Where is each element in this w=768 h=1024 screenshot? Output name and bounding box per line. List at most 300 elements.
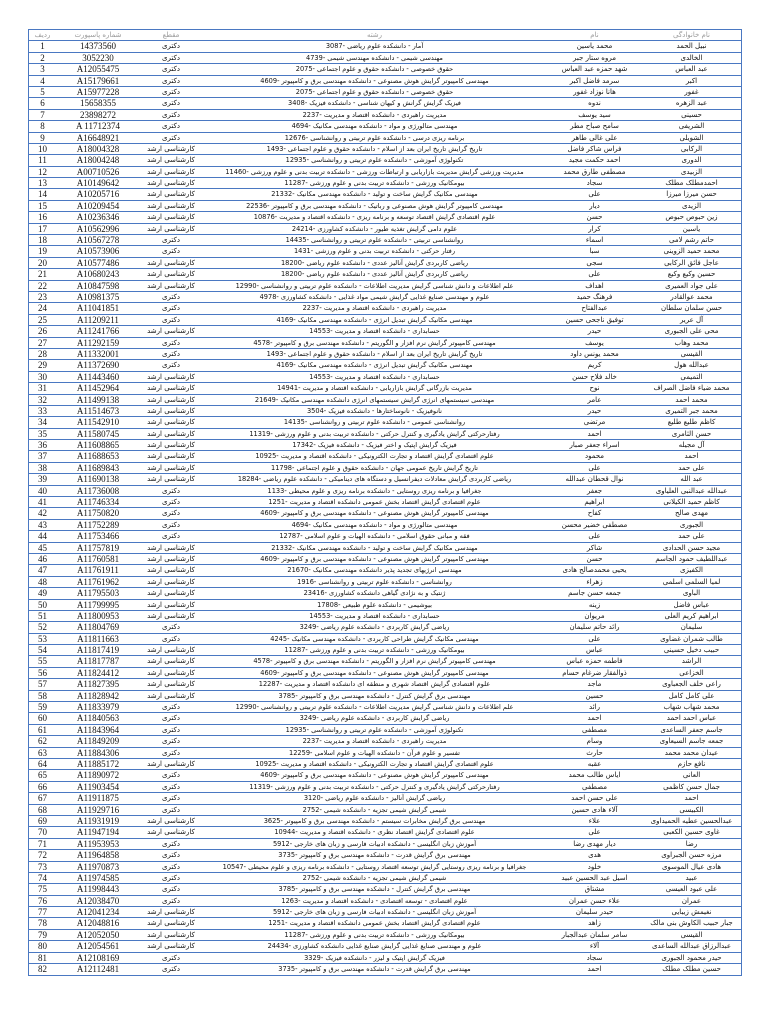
first-name-cell: جمعه حسن جاسم: [568, 589, 621, 598]
header-degree: مقطع: [162, 31, 180, 39]
first-name-cell: مصطفی طارق محمد: [563, 167, 626, 176]
field-of-study-cell: علم اطلاعات و دانش شناسی گرایش مدیریت اطلاعات - دانشکده علوم تربیتی و روانشناسی -12990: [235, 703, 514, 712]
degree-cell: دکتری: [162, 53, 180, 62]
degree-cell: کارشناسی ارشد: [147, 429, 195, 438]
field-of-study-cell: بیومکانیک ورزشی - دانشکده تربیت بدنی و علوم ورزشی -11287: [284, 930, 465, 939]
first-name-cell: فراس شاکر فاضل: [567, 144, 622, 153]
table-row: [29, 406, 741, 417]
degree-cell: کارشناسی ارشد: [147, 463, 195, 472]
first-name-cell: حسن: [586, 213, 603, 222]
table-row: [29, 235, 741, 246]
passport-number-cell: A11827395: [76, 679, 120, 690]
field-of-study-cell: آموزش زبان انگلیسی - دانشکده ادبیات فارسی و زبان های خارجی -5912: [272, 908, 477, 917]
row-number-cell: 49: [38, 588, 47, 599]
field-of-study-cell: علوم دامی گرایش تغذیه طیور - دانشکده کشاورزی -24214: [291, 224, 458, 233]
passport-number-cell: A11824412: [76, 667, 120, 678]
family-name-cell: الشویلی: [679, 133, 704, 142]
field-of-study-cell: آموزش زبان انگلیسی - دانشکده ادبیات فارسی و زبان های خارجی -5912: [272, 839, 477, 848]
field-of-study-cell: مهندسی کامپیوتر گرایش نرم افزار و الگوریتم - دانشکده مهندسی برق و کامپیوتر -4578: [253, 657, 496, 666]
degree-cell: دکتری: [162, 782, 180, 791]
passport-number-cell: A16648921: [76, 132, 120, 143]
row-number-cell: 8: [40, 121, 45, 132]
table-row: [29, 474, 741, 485]
table-row: [29, 133, 741, 144]
family-name-cell: سلیمان: [680, 623, 703, 632]
family-name-cell: عبدالله هول: [674, 361, 709, 370]
field-of-study-cell: مهندسی برق گرایش مخابرات سیستم - دانشکده مهندسی برق و کامپیوتر -3625: [263, 816, 486, 825]
table-row: [29, 383, 741, 394]
row-number-cell: 75: [38, 884, 47, 895]
passport-number-cell: A11817419: [76, 645, 120, 656]
family-name-cell: التمیمی: [680, 372, 703, 381]
first-name-cell: علاء حسن عمران: [568, 896, 621, 905]
degree-cell: کارشناسی ارشد: [147, 577, 195, 586]
degree-cell: دکتری: [162, 794, 180, 803]
passport-number-cell: A11953953: [76, 838, 120, 849]
row-number-cell: 70: [38, 827, 47, 838]
field-of-study-cell: مهندسی متالورژی و مواد - دانشکده مهندسی مکانیک -4694: [291, 122, 458, 131]
family-name-cell: عباس احمد احمد: [666, 714, 717, 723]
header-name: نام: [590, 31, 599, 39]
degree-cell: دکتری: [162, 839, 180, 848]
first-name-cell: علی حسن احمد: [571, 794, 618, 803]
table-row: [29, 155, 741, 166]
first-name-cell: توفیق ناجحی حسین: [565, 315, 624, 324]
passport-number-cell: A11750820: [76, 508, 120, 519]
row-number-cell: 29: [38, 360, 47, 371]
field-of-study-cell: مهندسی برق گرایش قدرت - دانشکده مهندسی برق و کامپیوتر -3735: [278, 851, 471, 860]
table-row: [29, 702, 741, 713]
row-number-cell: 33: [38, 405, 47, 416]
family-name-cell: نافع حازم: [677, 760, 706, 768]
family-name-cell: الزیدی: [681, 201, 702, 210]
field-of-study-cell: علوم و مهندسی صنایع غذایی گرایش صنایع غذایی دانشکده کشاورزی -24434: [267, 942, 482, 951]
row-number-cell: 16: [38, 212, 47, 223]
passport-number-cell: A11760581: [76, 553, 120, 564]
degree-cell: کارشناسی ارشد: [147, 942, 195, 951]
row-number-cell: 32: [38, 394, 47, 405]
row-number-cell: 79: [38, 929, 47, 940]
first-name-cell: وسام: [586, 737, 603, 746]
first-name-cell: شاکر: [586, 543, 603, 552]
family-name-cell: زین حبوص حبوص: [665, 213, 718, 222]
first-name-cell: عباس: [586, 646, 603, 655]
passport-number-cell: A11828942: [76, 690, 120, 701]
row-number-cell: 80: [38, 941, 47, 952]
first-name-cell: علی: [588, 463, 601, 472]
passport-number-cell: A11209211: [77, 314, 119, 325]
passport-number-cell: A11817787: [76, 656, 120, 667]
first-name-cell: ندوه: [588, 99, 601, 108]
first-name-cell: مصطفی: [582, 725, 607, 734]
degree-cell: کارشناسی ارشد: [147, 441, 195, 450]
passport-number-cell: A11799995: [76, 599, 120, 610]
family-name-cell: اکبر: [685, 76, 698, 85]
family-name-cell: حسن الثامری: [671, 429, 712, 438]
family-name-cell: حسین مطلک مطلک: [662, 965, 721, 974]
passport-number-cell: A11811663: [77, 633, 119, 644]
table-row: [29, 110, 741, 121]
family-name-cell: الخزاعی: [679, 668, 704, 677]
row-number-cell: 39: [38, 474, 47, 485]
family-name-cell: راعی خلف الجعباوی: [662, 680, 721, 689]
family-name-cell: الدوری: [681, 156, 702, 165]
first-name-cell: مصطفی: [582, 782, 607, 791]
passport-number-cell: A11689843: [76, 462, 120, 473]
degree-cell: دکتری: [162, 703, 180, 712]
passport-number-cell: A11890972: [76, 770, 120, 781]
row-number-cell: 68: [38, 804, 47, 815]
table-row: [29, 258, 741, 269]
first-name-cell: علی: [588, 828, 601, 837]
row-number-cell: 4: [40, 75, 45, 86]
first-name-cell: اسماء: [585, 236, 604, 245]
field-of-study-cell: علم اطلاعات و دانش شناسی گرایش مدیریت اطلاعات - دانشکده علوم تربیتی و روانشناسی -12990: [235, 281, 514, 290]
row-number-cell: 17: [38, 223, 47, 234]
passport-number-cell: A11580745: [76, 428, 120, 439]
family-name-cell: عاجل فائق الرکابی: [664, 258, 719, 267]
table-row: [29, 486, 741, 497]
table-row: [29, 451, 741, 462]
row-number-cell: 18: [38, 235, 47, 246]
family-name-cell: محمد وهاب: [674, 338, 709, 347]
field-of-study-cell: تکنولوژی آموزشی - دانشکده علوم تربیتی و روانشناسی -12935: [285, 156, 464, 165]
degree-cell: دکتری: [162, 509, 180, 518]
passport-number-cell: A12038470: [76, 895, 120, 906]
table-row: [29, 53, 741, 64]
first-name-cell: سامر سلمان عبدالجبار: [561, 930, 628, 939]
passport-number-cell: A11753466: [76, 531, 120, 542]
table-row: [29, 554, 741, 565]
passport-number-cell: A12041234: [76, 907, 120, 918]
family-name-cell: محمد ضیاء فاضل الصراف: [653, 384, 730, 393]
row-number-cell: 56: [38, 667, 47, 678]
degree-cell: کارشناسی ارشد: [147, 167, 195, 176]
passport-number-cell: A11911875: [77, 793, 119, 804]
field-of-study-cell: فقه و مبانی حقوق اسلامی - دانشکده الهیات و علوم اسلامی -12787: [279, 532, 470, 541]
passport-number-cell: A10562996: [76, 223, 120, 234]
field-of-study-cell: علوم و مهندسی صنایع غذایی گرایش شیمی مواد غذایی - دانشکده کشاورزی -4978: [259, 292, 490, 301]
degree-cell: دکتری: [162, 965, 180, 974]
field-of-study-cell: مهندسی کامپیوتر گرایش هوش مصنوعی - دانشکده مهندسی برق و کامپیوتر -4609: [260, 668, 489, 677]
passport-number-cell: A18004248: [76, 155, 120, 166]
table-row: [29, 144, 741, 155]
row-number-cell: 10: [38, 143, 47, 154]
family-name-cell: حاتم رشم لامی: [669, 236, 714, 245]
degree-cell: دکتری: [162, 99, 180, 108]
table-row: [29, 679, 741, 690]
table-row: [29, 349, 741, 360]
table-row: [29, 520, 741, 531]
degree-cell: دکتری: [162, 122, 180, 131]
table-row: [29, 87, 741, 98]
family-name-cell: عبدالرزاق عبدالله الساعدی: [651, 942, 731, 951]
table-row: [29, 713, 741, 724]
degree-cell: کارشناسی ارشد: [147, 554, 195, 563]
degree-cell: دکتری: [162, 292, 180, 301]
degree-cell: کارشناسی ارشد: [147, 201, 195, 210]
degree-cell: کارشناسی ارشد: [147, 258, 195, 267]
field-of-study-cell: مهندسی سیستمهای انرژی گرایش سیستمهای انرژی دانشکده مهندسی مکانیک -21649: [254, 395, 495, 404]
table-row: [29, 634, 741, 645]
field-of-study-cell: مهندسی مکانیک گرایش طراحی کاربردی - دانشکده مهندسی مکانیک -4245: [270, 634, 479, 643]
family-name-cell: الخالدی: [680, 53, 703, 62]
passport-number-cell: A12048816: [76, 918, 120, 929]
row-number-cell: 55: [38, 656, 47, 667]
degree-cell: دکتری: [162, 110, 180, 119]
family-name-cell: جبار حبیب الکاوش بنی مالک: [650, 919, 733, 928]
first-name-cell: سرمد فاضل اکبر: [569, 76, 620, 85]
row-number-cell: 21: [38, 269, 47, 280]
table-row: [29, 269, 741, 280]
row-number-cell: 45: [38, 542, 47, 553]
table-row: [29, 360, 741, 371]
row-number-cell: 59: [38, 702, 47, 713]
degree-cell: دکتری: [162, 236, 180, 245]
first-name-cell: سامح صباح مطر: [570, 122, 619, 131]
first-name-cell: مروه ستار جبر: [573, 53, 616, 62]
degree-cell: دکتری: [162, 885, 180, 894]
degree-cell: کارشناسی ارشد: [147, 657, 195, 666]
first-name-cell: آلاء هادی حسین: [571, 805, 618, 814]
passport-number-cell: A11849209: [76, 736, 120, 747]
table-row: [29, 543, 741, 554]
row-number-cell: 69: [38, 815, 47, 826]
row-number-cell: 47: [38, 565, 47, 576]
degree-cell: کارشناسی ارشد: [147, 475, 195, 484]
field-of-study-cell: بیومکانیک ورزشی - دانشکده تربیت بدنی و علوم ورزشی -11287: [284, 179, 465, 188]
table-row: [29, 748, 741, 759]
passport-number-cell: A11761911: [77, 565, 119, 576]
field-of-study-cell: علوم اقتصادی - توسعه اقتصادی - دانشکده اقتصاد و مدیریت -1263: [281, 896, 468, 905]
first-name-cell: جعفر: [586, 486, 603, 495]
header-field: رشته: [366, 31, 383, 39]
family-name-cell: مهدی صالح: [674, 509, 709, 518]
table-row: [29, 577, 741, 588]
field-of-study-cell: مهندسی انرژیهای تجدید پذیر دانشکده مهندسی مکانیک -21670: [287, 566, 462, 575]
first-name-cell: علاء: [588, 816, 601, 825]
degree-cell: دکتری: [162, 338, 180, 347]
row-number-cell: 50: [38, 599, 47, 610]
first-name-cell: محمد یونس داود: [570, 349, 619, 358]
first-name-cell: اهداف: [585, 281, 604, 290]
first-name-cell: دیار: [589, 201, 600, 210]
field-of-study-cell: روانشناسی عمومی - دانشکده علوم تربیتی و روانشناسی -14135: [283, 418, 466, 427]
passport-number-cell: A11499138: [76, 394, 120, 405]
first-name-cell: کفاح: [587, 509, 602, 518]
field-of-study-cell: شیمی گرایش شیمی تجزیه - دانشکده شیمی -2752: [302, 873, 447, 882]
degree-cell: دکتری: [162, 634, 180, 643]
family-name-cell: عبد الزهره: [675, 99, 708, 108]
passport-number-cell: A11804769: [76, 622, 120, 633]
table-row: [29, 759, 741, 770]
first-name-cell: یوسف: [585, 338, 604, 347]
degree-cell: دکتری: [162, 486, 180, 495]
table-row: [29, 429, 741, 440]
table-row: [29, 189, 741, 200]
degree-cell: دکتری: [162, 42, 180, 51]
first-name-cell: سبا: [589, 247, 600, 256]
row-number-cell: 81: [38, 952, 47, 963]
passport-number-cell: A11800953: [76, 610, 120, 621]
degree-cell: کارشناسی ارشد: [147, 395, 195, 404]
first-name-cell: خلود: [587, 862, 602, 871]
family-name-cell: کاظم حمید الکیلانی: [663, 498, 720, 507]
degree-cell: کارشناسی ارشد: [147, 600, 195, 609]
passport-number-cell: A12112481: [76, 964, 120, 975]
field-of-study-cell: مهندسی مکانیک گرایش ساخت و تولید - دانشکده مهندسی مکانیک -21332: [271, 190, 478, 199]
first-name-cell: کریم: [587, 361, 602, 370]
passport-number-cell: A11542910: [76, 417, 120, 428]
row-number-cell: 52: [38, 622, 47, 633]
passport-number-cell: A11761962: [76, 576, 120, 587]
table-row: [29, 76, 741, 87]
passport-number-cell: A18004328: [76, 143, 120, 154]
table-row: [29, 201, 741, 212]
degree-cell: دکتری: [162, 532, 180, 541]
passport-number-cell: A11514673: [76, 405, 120, 416]
table-row: [29, 372, 741, 383]
row-number-cell: 71: [38, 838, 47, 849]
degree-cell: کارشناسی ارشد: [147, 919, 195, 928]
row-number-cell: 62: [38, 736, 47, 747]
degree-cell: دکتری: [162, 748, 180, 757]
first-name-cell: سجاد: [586, 953, 603, 962]
field-of-study-cell: مهندسی برق گرایش کنترل - دانشکده مهندسی برق و کامپیوتر -3785: [278, 691, 471, 700]
field-of-study-cell: بیومکانیک ورزشی - دانشکده تربیت بدنی و علوم ورزشی -11287: [284, 646, 465, 655]
table-row: [29, 600, 741, 611]
family-name-cell: عباس فاضل: [673, 600, 710, 609]
passport-number-cell: A11947194: [76, 827, 120, 838]
field-of-study-cell: ریاضی کاربردی گرایش آنالیز عددی - دانشکده علوم ریاضی -18200: [280, 258, 469, 267]
family-name-cell: آل مجیله: [678, 441, 705, 450]
field-of-study-cell: مهندسی برق گرایش کنترل - دانشکده مهندسی برق و کامپیوتر -3785: [278, 885, 471, 894]
degree-cell: کارشناسی ارشد: [147, 452, 195, 461]
field-of-study-cell: جغرافیا و برنامه ریزی روستایی - دانشکده برنامه ریزی و علوم محیطی -1133: [267, 486, 482, 495]
field-of-study-cell: علوم اقتصادی گرایش اقتصاد بخش عمومی دانشکده اقتصاد و مدیریت -1251: [268, 498, 481, 507]
family-name-cell: یاسین: [682, 224, 701, 233]
degree-cell: کارشناسی ارشد: [147, 190, 195, 199]
field-of-study-cell: فیزیک گرایش اپتیک و اختر فیزیک - دانشکده فیزیک -17342: [292, 441, 457, 450]
degree-cell: کارشناسی ارشد: [147, 384, 195, 393]
family-name-cell: محمد احمد: [675, 395, 708, 404]
row-number-cell: 6: [40, 98, 45, 109]
student-table: [28, 29, 742, 976]
field-of-study-cell: شیمی گرایش شیمی تجزیه - دانشکده شیمی -2752: [302, 805, 447, 814]
first-name-cell: کرار: [588, 224, 601, 233]
passport-number-cell: 14373560: [80, 41, 116, 52]
family-name-cell: احمدمطلک مطلک: [665, 179, 718, 188]
passport-number-cell: A10209454: [76, 200, 120, 211]
family-name-cell: لمیا السلمی اسلمی: [662, 577, 721, 586]
table-row: [29, 850, 741, 861]
degree-cell: کارشناسی ارشد: [147, 646, 195, 655]
first-name-cell: احمد: [587, 429, 602, 438]
row-number-cell: 30: [38, 371, 47, 382]
passport-number-cell: A10573906: [76, 246, 120, 257]
family-name-cell: الجبوری: [679, 520, 704, 529]
first-name-cell: فاطمه حمزه عباس: [566, 657, 623, 666]
row-number-cell: 3: [40, 64, 45, 75]
row-number-cell: 73: [38, 861, 47, 872]
table-row: [29, 793, 741, 804]
row-number-cell: 46: [38, 553, 47, 564]
field-of-study-cell: ریاضی گرایش آنالیز - دانشکده علوم ریاضی -3120: [303, 794, 446, 803]
row-number-cell: 23: [38, 291, 47, 302]
degree-cell: دکتری: [162, 714, 180, 723]
table-row: [29, 736, 741, 747]
first-name-cell: احمد: [587, 965, 602, 974]
degree-cell: دکتری: [162, 771, 180, 780]
row-number-cell: 31: [38, 383, 47, 394]
first-name-cell: یحیی محمدصالح هادی: [562, 566, 627, 575]
passport-number-cell: A10680243: [76, 269, 120, 280]
first-name-cell: احمد حکمت مجید: [568, 156, 621, 165]
row-number-cell: 63: [38, 747, 47, 758]
passport-number-cell: A11998443: [76, 884, 120, 895]
field-of-study-cell: آمار - دانشکده علوم ریاضی -3087: [325, 42, 424, 51]
first-name-cell: مصطفی خضیر محسن: [561, 520, 628, 529]
passport-number-cell: A11752289: [76, 519, 120, 530]
family-name-cell: غاوی حسین الکعبی: [663, 828, 720, 837]
table-row: [29, 463, 741, 474]
row-number-cell: 53: [38, 633, 47, 644]
family-name-cell: الکبیسی: [679, 805, 704, 814]
row-number-cell: 1: [40, 41, 45, 52]
field-of-study-cell: علوم اقتصادی گرایش اقتصاد بخش عمومی دانشکده اقتصاد و مدیریت -1251: [268, 919, 481, 928]
degree-cell: کارشناسی ارشد: [147, 760, 195, 768]
family-name-cell: عبداللطیف حمود الجاسم: [655, 554, 728, 563]
family-name-cell: القیسی: [680, 930, 703, 939]
degree-cell: کارشناسی ارشد: [147, 816, 195, 825]
family-name-cell: عمران: [681, 896, 702, 905]
family-name-cell: نبیل الحمد: [676, 42, 707, 51]
row-number-cell: 48: [38, 576, 47, 587]
passport-number-cell: A 11712374: [76, 121, 120, 132]
row-number-cell: 64: [38, 759, 47, 769]
passport-number-cell: A00710526: [76, 166, 120, 177]
table-row: [29, 178, 741, 189]
passport-number-cell: A11884306: [76, 747, 120, 758]
family-name-cell: عبد العباس: [675, 65, 708, 74]
field-of-study-cell: علوم اقتصادی گرایش اقتصاد توسعه و برنامه ریزی - دانشکده اقتصاد و مدیریت -10876: [253, 213, 496, 222]
family-name-cell: مرزه حسن الجبراوی: [661, 851, 722, 860]
table-row: [29, 941, 741, 952]
row-number-cell: 37: [38, 451, 47, 462]
row-number-cell: 22: [38, 280, 47, 291]
first-name-cell: دیار مهدی رضا: [573, 839, 616, 848]
family-name-cell: عبدالله عبدالنبی العلیاوی: [655, 486, 728, 495]
first-name-cell: اسراء جعفر صبار: [569, 441, 620, 450]
family-name-cell: علی جواد العمیری: [665, 281, 718, 290]
family-name-cell: محمد حمید الزوینی: [663, 247, 720, 256]
table-row: [29, 417, 741, 428]
first-name-cell: فرهنگ حمید: [576, 292, 613, 301]
first-name-cell: شهد حمزه عبد العباس: [561, 65, 628, 74]
first-name-cell: ماجد: [587, 680, 602, 689]
degree-cell: کارشناسی ارشد: [147, 611, 195, 620]
first-name-cell: علی: [588, 634, 601, 643]
degree-cell: دکتری: [162, 896, 180, 905]
first-name-cell: آلاء: [589, 942, 600, 951]
row-number-cell: 13: [38, 178, 47, 189]
family-name-cell: احمد: [684, 794, 699, 803]
degree-cell: کارشناسی ارشد: [147, 566, 195, 575]
row-number-cell: 5: [40, 86, 45, 97]
first-name-cell: محمد یاسین: [576, 42, 613, 51]
family-name-cell: الرکابی: [680, 144, 703, 153]
field-of-study-cell: مهندسی برق گرایش قدرت - دانشکده مهندسی برق و کامپیوتر -3735: [278, 965, 471, 974]
